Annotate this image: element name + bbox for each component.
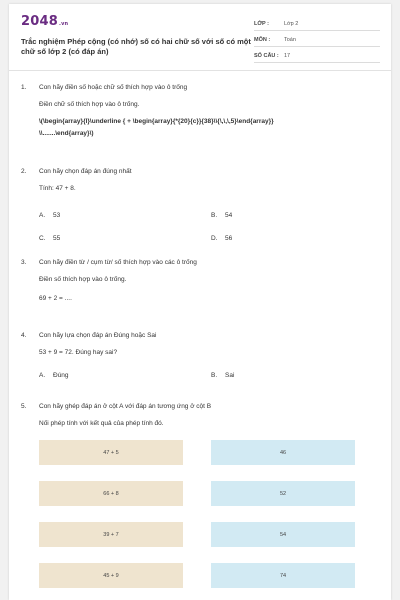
option-text: 56 <box>225 235 233 242</box>
answer-option-true[interactable] <box>39 372 69 379</box>
question-instruction: Nối phép tính với kết quả của phép tính đó. <box>39 420 164 427</box>
question-text: Con hãy ghép đáp án ở cột A với đáp án tương ứng ở cột B <box>39 402 212 410</box>
question-2 <box>21 165 381 192</box>
question-1 <box>21 81 381 140</box>
question-instruction: 53 + 9 = 72. Đúng hay sai? <box>39 349 118 356</box>
match-left-item[interactable]: 45 + 9 <box>39 563 183 588</box>
match-right-item[interactable]: 54 <box>211 522 355 547</box>
question-prompt <box>21 81 381 93</box>
meta-row-subject <box>254 33 380 47</box>
worksheet-header <box>9 4 391 71</box>
question-number: 5. <box>21 402 27 410</box>
question-instruction: Điền số thích hợp vào ô trống. <box>39 276 127 283</box>
match-right-item[interactable]: 74 <box>211 563 355 588</box>
match-left-item[interactable]: 47 + 5 <box>39 440 183 465</box>
option-text: Đúng <box>53 372 69 379</box>
question-instruction: Tính: 47 + 8. <box>39 185 76 192</box>
option-text: 54 <box>225 212 233 219</box>
site-logo[interactable] <box>21 14 68 29</box>
question-5 <box>21 400 381 427</box>
worksheet-page <box>9 4 391 600</box>
meta-label: SỐ CÂU : <box>254 52 279 59</box>
logo-text: 2048 <box>21 14 58 29</box>
match-right-item[interactable]: 46 <box>211 440 355 465</box>
meta-value: Lớp 2 <box>284 20 299 27</box>
question-text: Con hãy điền số hoặc chữ số thích hợp vào ô trống <box>39 83 188 91</box>
option-text: 53 <box>53 212 61 219</box>
option-letter: A. <box>39 212 46 219</box>
question-number: 3. <box>21 258 27 266</box>
question-prompt <box>21 256 381 268</box>
latex-source-line-1: \(\begin{array}{l}\underline { + \begin{array}{*{20}{c}}{38}\\{\,\,\,5}\end{array}} <box>39 118 274 125</box>
answer-option-b[interactable] <box>211 212 232 219</box>
latex-source-line-2: \\.......\end{array}\) <box>39 130 94 137</box>
meta-value: Toán <box>284 36 296 43</box>
option-letter: D. <box>211 235 218 242</box>
question-prompt <box>21 329 381 341</box>
question-number: 4. <box>21 331 27 339</box>
question-3 <box>21 256 381 302</box>
option-letter: A. <box>39 372 46 379</box>
answer-option-a[interactable] <box>39 212 60 219</box>
meta-row-grade <box>254 17 380 31</box>
meta-row-count <box>254 49 380 63</box>
option-letter: B. <box>211 212 218 219</box>
question-number: 1. <box>21 83 27 91</box>
question-text: Con hãy điền từ / cụm từ/ số thích hợp vào các ô trống <box>39 258 197 266</box>
meta-value: 17 <box>284 52 291 59</box>
meta-info <box>254 17 380 65</box>
logo-suffix: .vn <box>58 21 69 27</box>
question-instruction: Điền chữ số thích hợp vào ô trống. <box>39 101 140 108</box>
answer-option-c[interactable] <box>39 235 60 242</box>
answer-option-false[interactable] <box>211 372 234 379</box>
meta-label: MÔN : <box>254 36 271 43</box>
answer-option-d[interactable] <box>211 235 232 242</box>
fill-in-expression[interactable]: 69 + 2 = .... <box>39 295 72 302</box>
question-text: Con hãy chọn đáp án đúng nhất <box>39 167 132 175</box>
question-prompt <box>21 400 381 412</box>
option-letter: C. <box>39 235 46 242</box>
question-number: 2. <box>21 167 27 175</box>
option-letter: B. <box>211 372 218 379</box>
question-text: Con hãy lựa chọn đáp án Đúng hoặc Sai <box>39 331 157 339</box>
question-prompt <box>21 165 381 177</box>
option-text: Sai <box>225 372 235 379</box>
match-right-item[interactable]: 52 <box>211 481 355 506</box>
match-left-item[interactable]: 39 + 7 <box>39 522 183 547</box>
page-title: Trắc nghiệm Phép cộng (có nhớ) số có hai chữ số với số có một chữ số lớp 2 (có đáp án) <box>21 37 251 56</box>
option-text: 55 <box>53 235 61 242</box>
question-4 <box>21 329 381 356</box>
meta-label: LỚP : <box>254 20 269 27</box>
match-left-item[interactable]: 66 + 8 <box>39 481 183 506</box>
